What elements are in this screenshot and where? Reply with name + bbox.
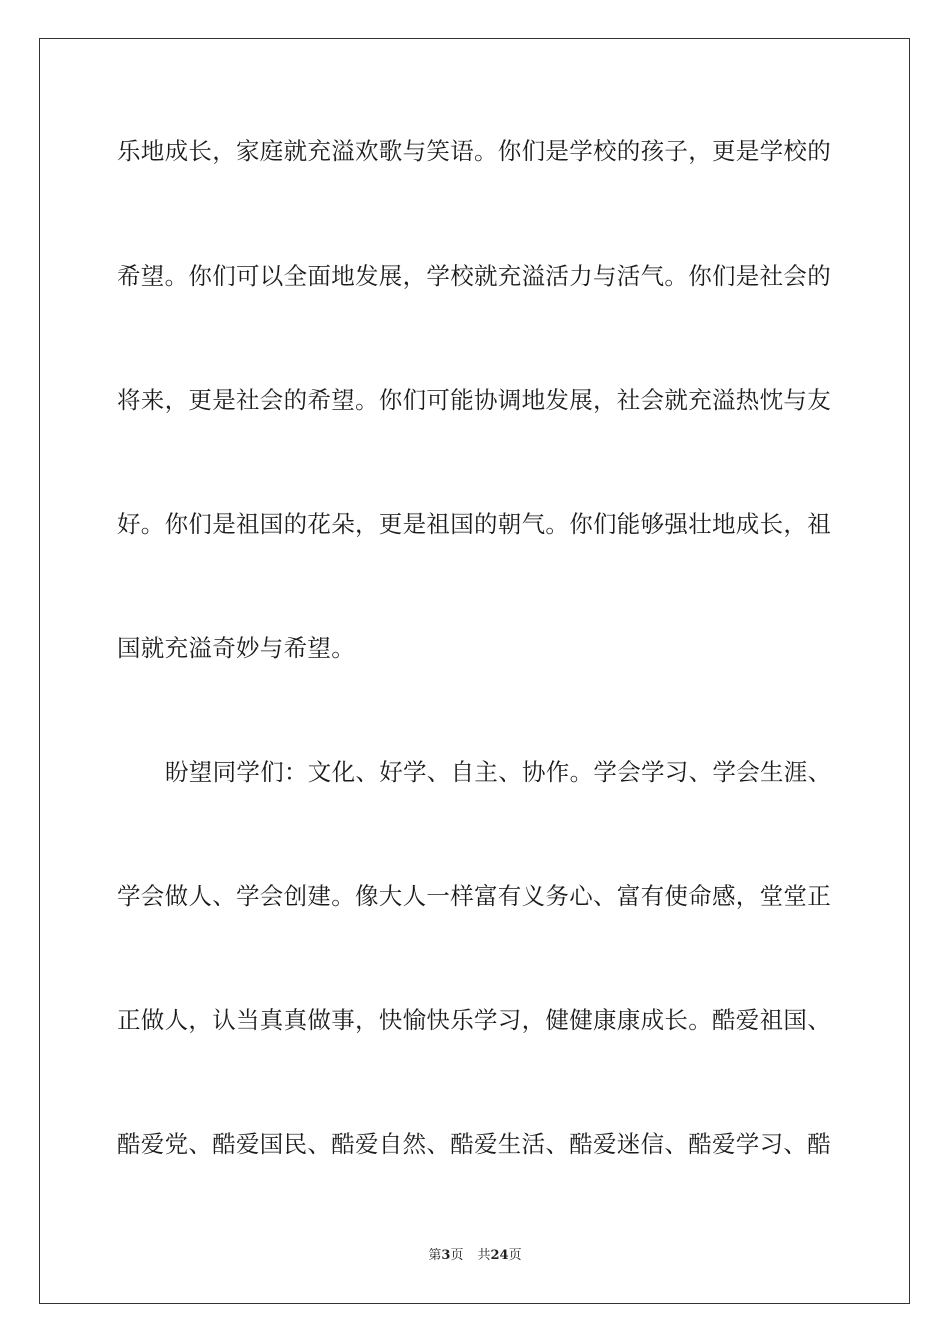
text-line-7: 学会做人、学会创建。像大人一样富有义务心、富有使命感，堂堂正 bbox=[117, 882, 831, 910]
text-line-3: 将来，更是社会的希望。你们可能协调地发展，社会就充溢热忱与友 bbox=[117, 386, 831, 414]
total-prefix: 共 bbox=[477, 1248, 491, 1263]
page-total-number: 24 bbox=[490, 1248, 509, 1263]
text-line-9: 酷爱党、酷爱国民、酷爱自然、酷爱生活、酷爱迷信、酷爱学习、酷 bbox=[117, 1130, 831, 1158]
text-line-6-paragraph-start: 盼望同学们：文化、好学、自主、协作。学会学习、学会生涯、 bbox=[165, 758, 832, 786]
text-line-4: 好。你们是祖国的花朵，更是祖国的朝气。你们能够强壮地成长，祖 bbox=[117, 510, 831, 538]
page-suffix: 页 bbox=[450, 1248, 464, 1263]
page-current-number: 3 bbox=[441, 1248, 451, 1263]
text-line-1: 乐地成长，家庭就充溢欢歌与笑语。你们是学校的孩子，更是学校的 bbox=[117, 137, 831, 165]
text-line-5: 国就充溢奇妙与希望。 bbox=[117, 634, 355, 662]
text-line-8: 正做人，认当真真做事，快愉快乐学习，健健康康成长。酷爱祖国、 bbox=[117, 1006, 831, 1034]
text-line-2: 希望。你们可以全面地发展，学校就充溢活力与活气。你们是社会的 bbox=[117, 262, 831, 290]
total-suffix: 页 bbox=[508, 1248, 522, 1263]
page-prefix: 第 bbox=[428, 1248, 442, 1263]
page-border bbox=[39, 38, 910, 1304]
page-footer bbox=[0, 1247, 950, 1265]
